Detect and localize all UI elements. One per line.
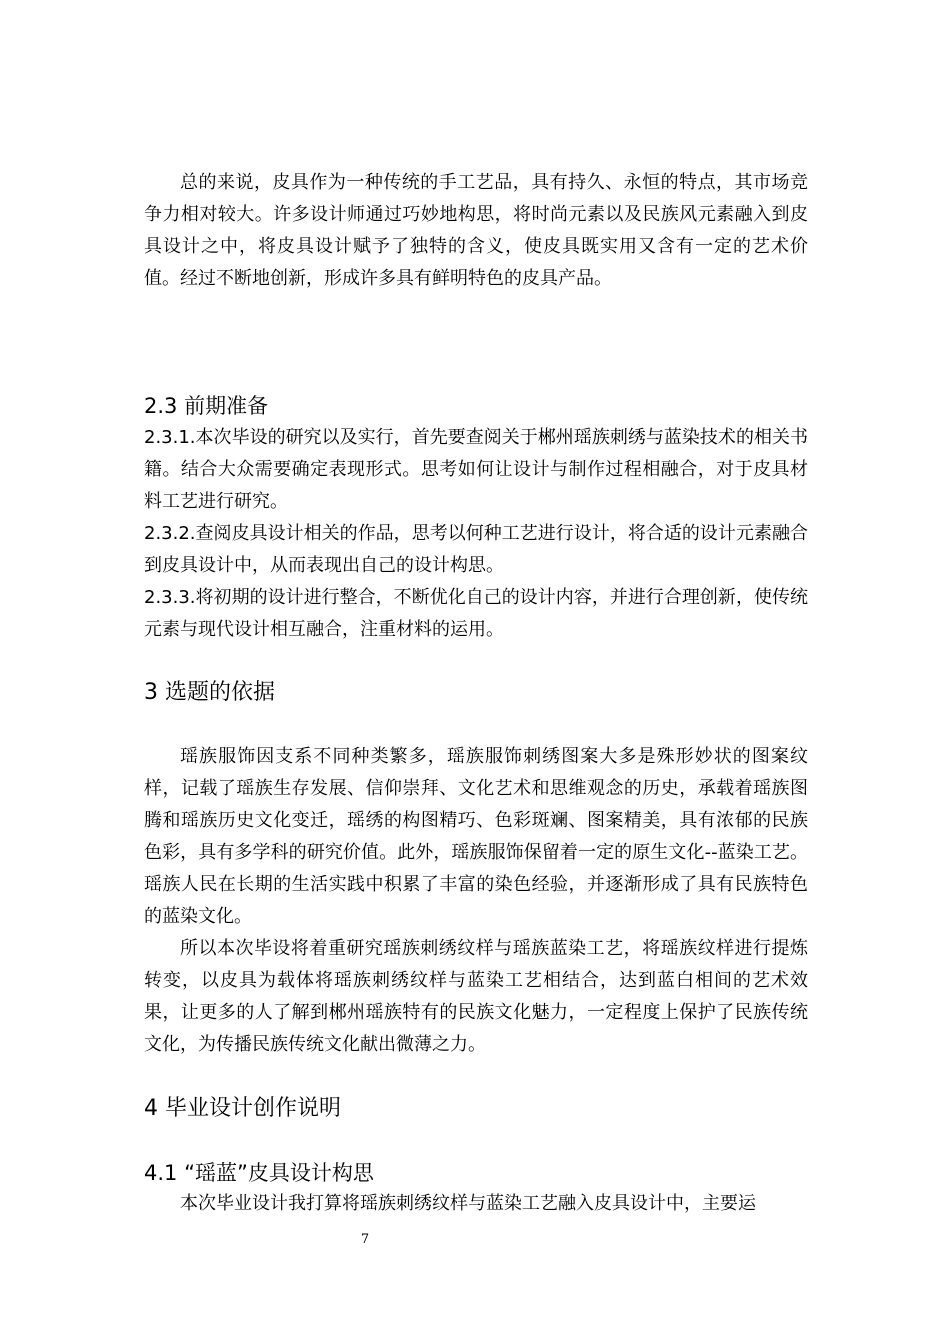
section-2-3-item-3: 2.3.3.将初期的设计进行整合，不断优化自己的设计内容，并进行合理创新，使传统元素与现代设计相互融合，注重材料的运用。 <box>144 587 808 640</box>
section-2-3-item-2: 2.3.2.查阅皮具设计相关的作品，思考以何种工艺进行设计，将合适的设计元素融合到皮具设计中，从而表现出自己的设计构思。 <box>144 523 808 576</box>
section-2-3-item-1: 2.3.1.本次毕设的研究以及实行，首先要查阅关于郴州瑶族刺绣与蓝染技术的相关书籍。结合大众需要确定表现形式。思考如何让设计与制作过程相融合，对于皮具材料工艺进行研究。 <box>144 427 808 512</box>
summary-paragraph: 总的来说，皮具作为一种传统的手工艺品，具有持久、永恒的特点，其市场竞争力相对较大。许多设计师通过巧妙地构思，将时尚元素以及民族风元素融入到皮具设计之中，将皮具设计赋予了独特的含义，使皮具既实用又含有一定的艺术价值。经过不断地创新，形成许多具有鲜明特色的皮具产品。 <box>144 172 808 289</box>
section-4-1-heading: 4.1 “瑶蓝”皮具设计构思 <box>144 1161 374 1185</box>
section-2-3-heading: 2.3 前期准备 <box>144 394 269 418</box>
section-4-1-paragraph: 本次毕业设计我打算将瑶族刺绣纹样与蓝染工艺融入皮具设计中，主要运 <box>180 1193 756 1214</box>
section-4-heading: 4 毕业设计创作说明 <box>144 1096 341 1121</box>
section-3-heading: 3 选题的依据 <box>144 680 275 705</box>
section-3-paragraph-1: 瑶族服饰因支系不同种类繁多，瑶族服饰刺绣图案大多是殊形妙状的图案纹样，记载了瑶族生存发展、信仰崇拜、文化艺术和思维观念的历史，承载着瑶族图腾和瑶族历史文化变迁，瑶绣的构图精巧、色彩斑斓、图案精美，具有浓郁的民族色彩，具有多学科的研究价值。此外，瑶族服饰保留着一定的原生文化--蓝染工艺。瑶族人民在长期的生活实践中积累了丰富的染色经验，并逐渐形成了具有民族特色的蓝染文化。 <box>144 746 808 927</box>
page-number: 7 <box>360 1232 370 1247</box>
section-3-paragraph-2: 所以本次毕设将着重研究瑶族刺绣纹样与瑶族蓝染工艺，将瑶族纹样进行提炼转变，以皮具为载体将瑶族刺绣纹样与蓝染工艺相结合，达到蓝白相间的艺术效果，让更多的人了解到郴州瑶族特有的民族文化魅力，一定程度上保护了民族传统文化，为传播民族传统文化献出微薄之力。 <box>144 938 808 1055</box>
